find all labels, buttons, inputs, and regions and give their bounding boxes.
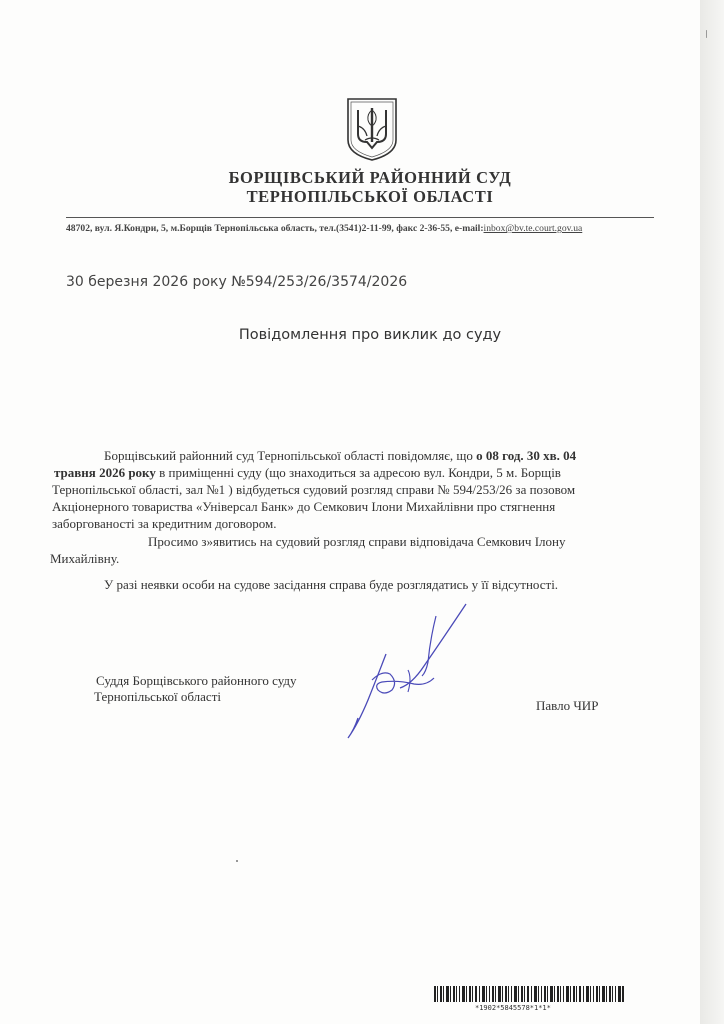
- court-name: БОРЩІВСЬКИЙ РАЙОННИЙ СУД: [228, 168, 512, 187]
- judge-name: Павло ЧИР: [536, 698, 599, 713]
- scan-edge: [700, 0, 724, 1024]
- document-title: Повідомлення про виклик до суду: [238, 327, 502, 343]
- court-region: ТЕРНОПІЛЬСЬКОЇ ОБЛАСТІ: [246, 187, 494, 206]
- header-divider: [66, 217, 654, 218]
- text-span: в приміщенні суду (що знаходиться за адресою вул. Кондри, 5 м. Борщів: [155, 465, 561, 480]
- paragraph-1-line-4: Акціонерного товариства «Універсал Банк» до Семкович Ілони Михайлівни про стягнення: [52, 499, 556, 514]
- paragraph-1-line-2: [54, 465, 561, 481]
- paragraph-3: У разі неявки особи на судове засідання справа буде розглядатись у її відсутності.: [104, 577, 559, 592]
- paragraph-1-line-1: [104, 448, 576, 464]
- hearing-time: о 08 год. 30 хв. 04: [476, 448, 577, 463]
- trident-emblem-icon: [345, 96, 399, 162]
- email-link[interactable]: inbox@bv.te.court.gov.ua: [483, 223, 583, 234]
- paragraph-2-line-2: Михайлівну.: [50, 551, 120, 566]
- barcode-number: *1902*5845578*1*1*: [475, 1004, 551, 1012]
- barcode-icon: [434, 986, 624, 1002]
- address-text: 48702, вул. Я.Кондри, 5, м.Борщів Тернопільська область, тел.(3541)2-11-99, факс 2-36-55, e-mail:: [66, 223, 484, 234]
- court-address: [66, 223, 666, 234]
- judge-title-line-2: Тернопільської області: [94, 689, 221, 704]
- scan-speck: [236, 860, 238, 862]
- document-date-number: 30 березня 2026 року №594/253/26/3574/2026: [66, 274, 408, 290]
- scan-mark: [706, 30, 707, 38]
- paragraph-1-line-5: заборгованості за кредитним договором.: [52, 516, 277, 531]
- text-span: Борщівський районний суд Тернопільської області повідомляє, що: [104, 448, 477, 463]
- judge-title-line-1: Суддя Борщівського районного суду: [96, 673, 297, 688]
- handwritten-signature-icon: [338, 600, 478, 745]
- paragraph-2-line-1: Просимо з»явитись на судовий розгляд справи відповідача Семкович Ілону: [148, 534, 566, 549]
- hearing-date: травня 2026 року: [54, 465, 156, 480]
- paragraph-1-line-3: Тернопільської області, зал №1 ) відбудеться судовий розгляд справи № 594/253/26 за позовом: [52, 482, 576, 497]
